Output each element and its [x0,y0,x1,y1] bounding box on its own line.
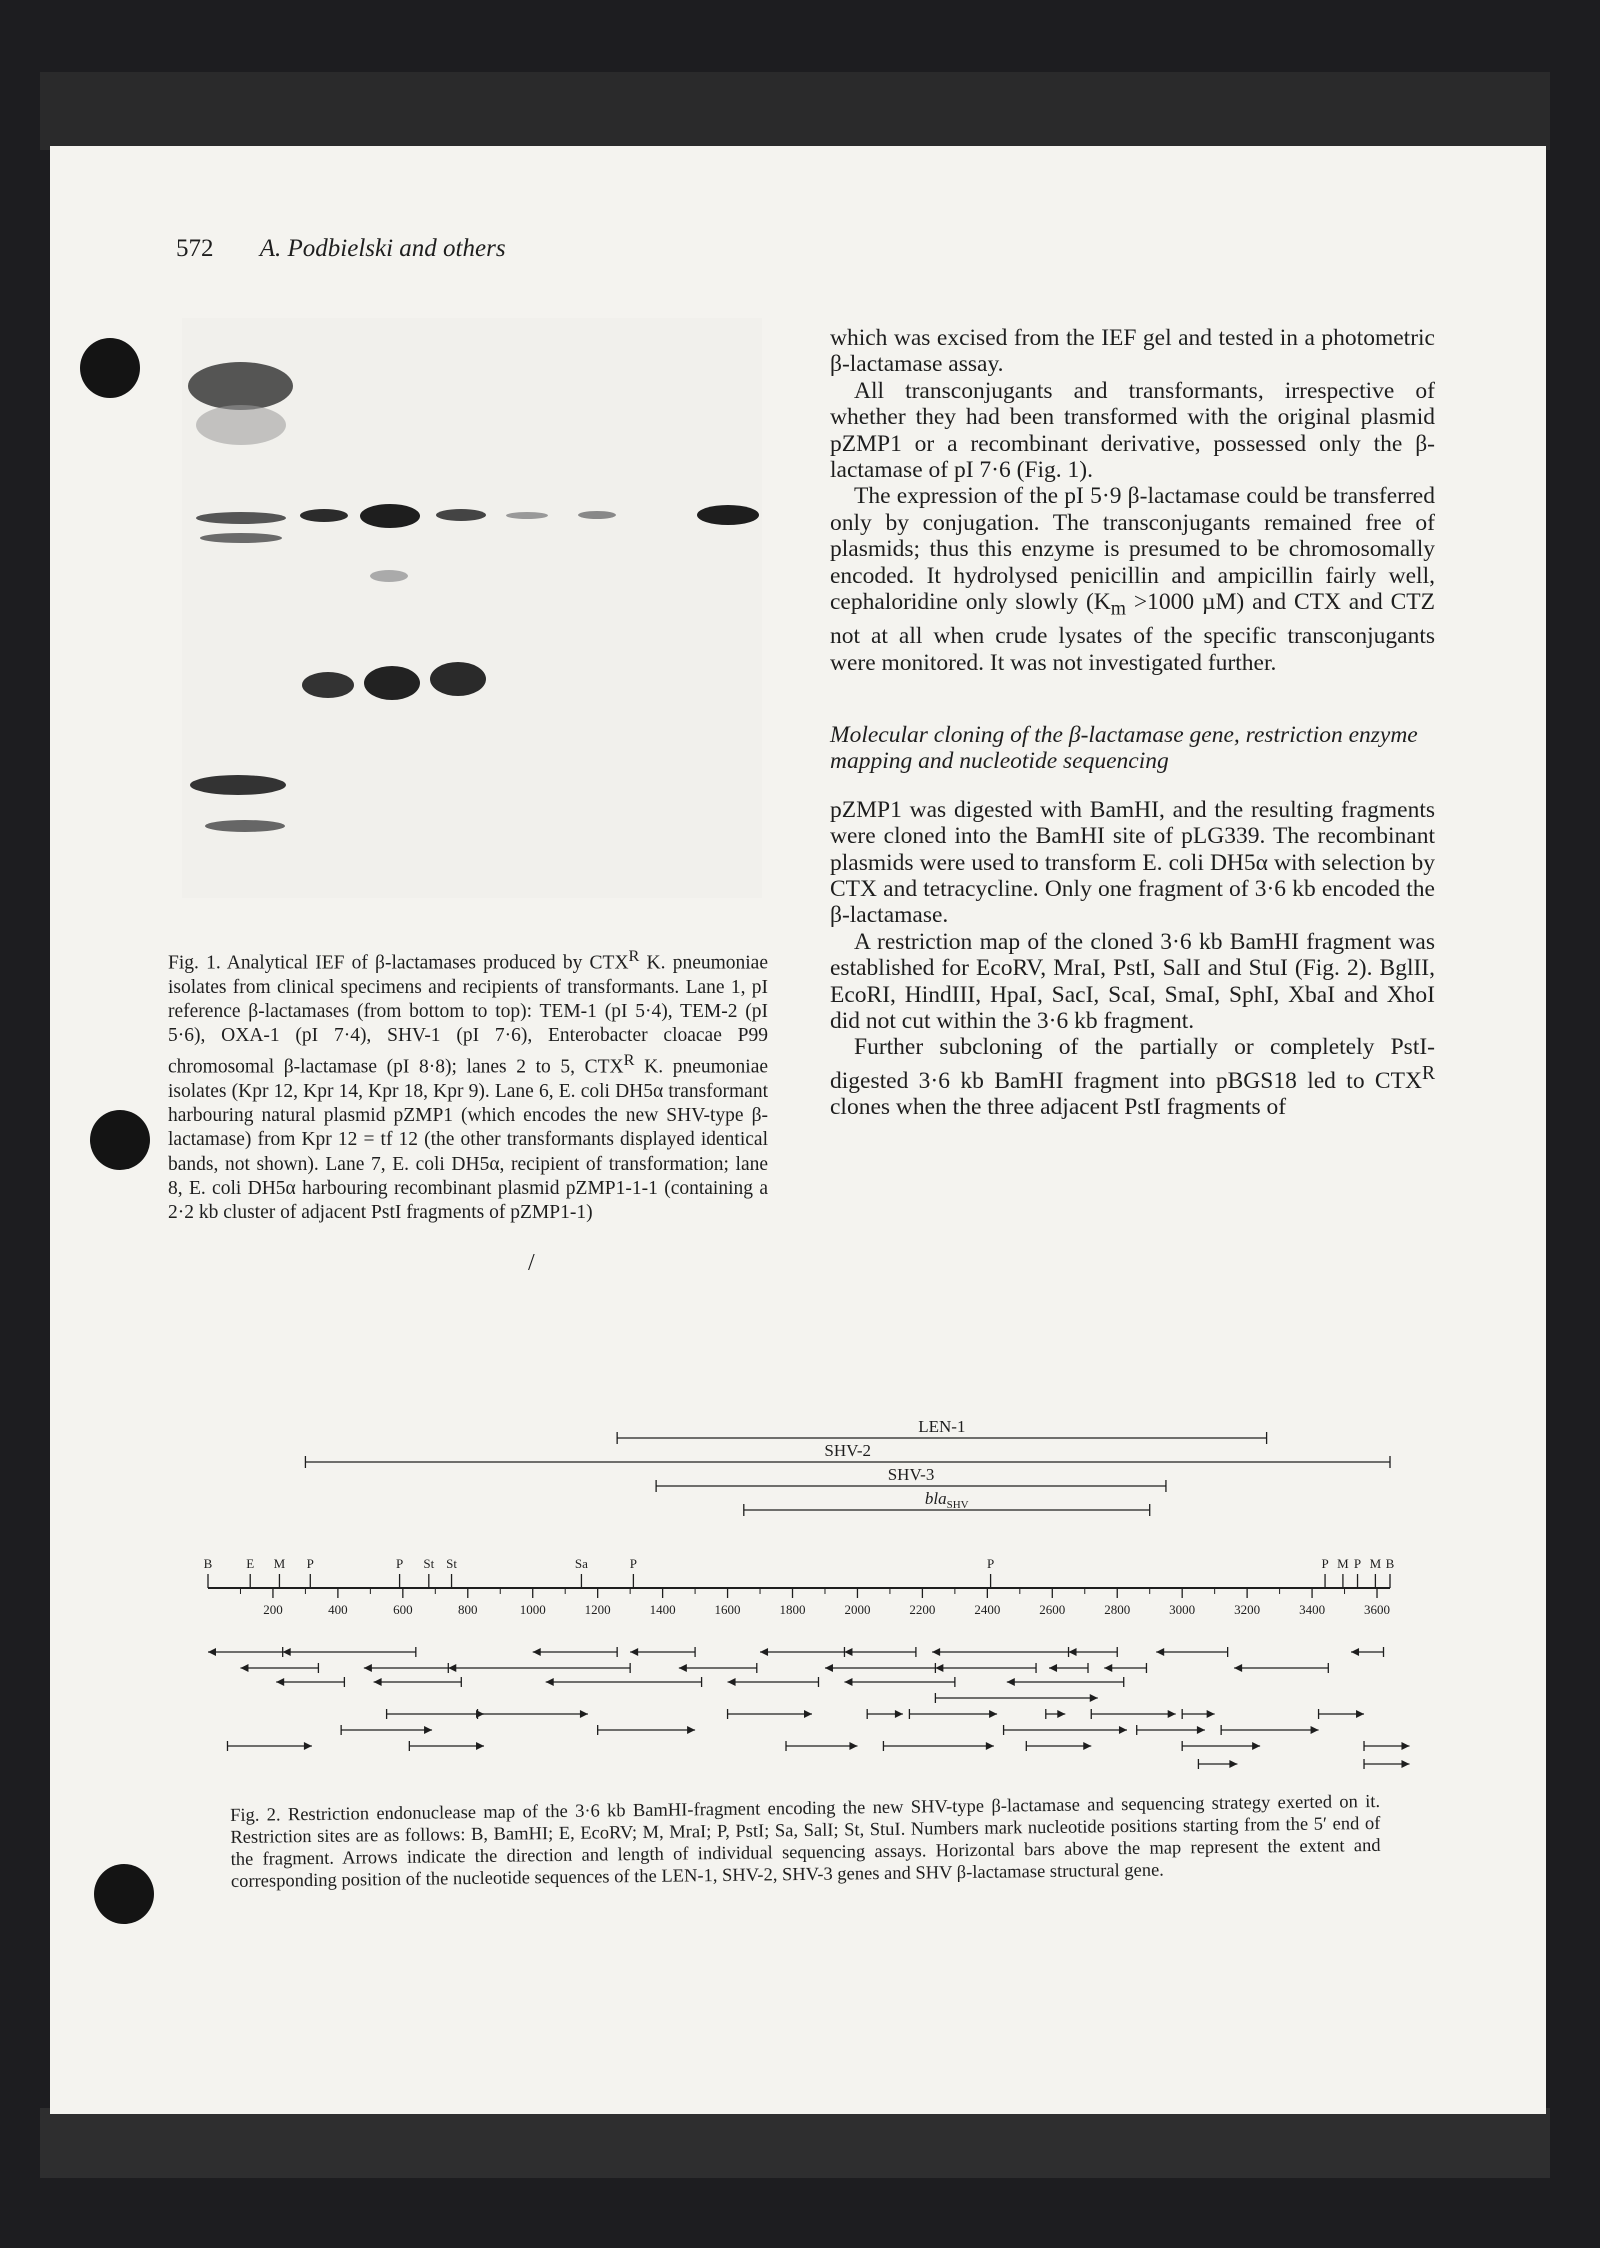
scale-tick-label: 2400 [974,1602,1001,1617]
restriction-sites [204,1556,1395,1588]
binder-hole-3 [94,1864,154,1924]
gel-band [697,505,759,525]
scale-tick-label: 3200 [1234,1602,1261,1617]
page-number: 572 [176,235,214,262]
sequencing-arrow-head [1401,1760,1409,1768]
sequencing-arrow-head [364,1664,372,1672]
sequencing-arrow-head [679,1664,687,1672]
sequencing-arrow-head [935,1664,943,1672]
scale-tick-label: 3600 [1364,1602,1391,1617]
site-label: E [246,1556,255,1571]
sequencing-arrow-head [1090,1694,1098,1702]
sequencing-arrow-head [1234,1664,1242,1672]
site-label: P [1353,1556,1362,1571]
sequencing-arrows [208,1647,1409,1769]
scale-tick-label: 2000 [844,1602,871,1617]
sequencing-arrow-head [1104,1664,1112,1672]
sequencing-arrow-head [1049,1664,1057,1672]
paragraph-text: >1000 µM) and CTX and CTZ not at all when crude lysates of the specific transconjugants were monitored. It was not investigated further. [830,589,1435,676]
scale-tick-label: 1600 [714,1602,741,1617]
gel-band [196,512,286,524]
caption-text: Fig. 2. Restriction endonuclease map of the 3·6 kb BamHI-fragment encoding the new SHV-type β-lactamase and sequencing strategy exerted on it. Restriction sites are as follows: B, BamHI; E, EcoRV; M, MraI; P, PstI; Sa, SalI; St, StuI. Numbers mark nucleotide positions starting from the 5′ end of the fragment. Arrows indicate the direction and length of individual sequencing assays. Horizontal bars above the map represent the extent and corresponding position of the nucleotide sequences of the LEN-1, SHV-2, SHV-3 genes and SHV β-lactamase structural gene. [230,1791,1381,1892]
binder-hole-2 [90,1110,150,1170]
sequencing-arrow-head [1168,1710,1176,1718]
gel-band [200,533,282,543]
sequencing-arrow-head [1119,1726,1127,1734]
sequencing-arrow-head [825,1664,833,1672]
site-label: P [629,1556,638,1571]
sequencing-arrow-head [895,1710,903,1718]
site-label: St [446,1556,457,1571]
scale-tick-label: 1400 [649,1602,676,1617]
section-heading: Molecular cloning of the β-lactamase gene, restriction enzyme mapping and nucleotide sequencing [830,721,1418,775]
sequencing-arrow-head [533,1648,541,1656]
sequencing-arrow-head [1401,1742,1409,1750]
scale-tick-label: 2600 [1039,1602,1066,1617]
scale-tick-label: 1800 [779,1602,806,1617]
scale-tick-label: 200 [263,1602,283,1617]
site-label: M [1337,1556,1349,1571]
sequencing-arrow-head [283,1648,291,1656]
scale-tick-label: 1000 [519,1602,546,1617]
sequencing-arrow-head [1156,1648,1164,1656]
scan-bottom-shadow [40,2108,1550,2178]
body-text-right-column [830,325,1435,1120]
running-head [176,235,506,263]
scale-tick-label: 3400 [1299,1602,1326,1617]
scale-tick-label: 800 [458,1602,478,1617]
paragraph: A restriction map of the cloned 3·6 kb BamHI fragment was established for EcoRV, MraI, PstI, SalI and StuI (Fig. 2). BglII, EcoRI, HindIII, HpaI, SacI, ScaI, SmaI, SphI, XbaI and XhoI did not cut within the 3·6 kb fragment. [830,928,1435,1035]
scale-tick-label: 600 [393,1602,413,1617]
site-label: P [1321,1556,1329,1571]
sequencing-arrow-head [1007,1678,1015,1686]
site-label: P [306,1556,314,1571]
sequencing-arrow-head [986,1742,994,1750]
paragraph [830,1034,1435,1120]
sequencing-arrow-head [240,1664,248,1672]
sequencing-arrow-head [804,1710,812,1718]
sequencing-arrow-head [849,1742,857,1750]
sequencing-arrow-head [1252,1742,1260,1750]
sequencing-arrow-head [1069,1648,1077,1656]
sequencing-arrow-head [630,1648,638,1656]
sequencing-arrow-head [1197,1726,1205,1734]
superscript: R [1421,1062,1435,1084]
sequencing-arrow-head [374,1678,382,1686]
gel-band [430,662,486,696]
site-label: St [423,1556,435,1571]
sequencing-arrow-head [932,1648,940,1656]
running-head-authors: A. Podbielski and others [259,235,506,262]
paragraph-text: The expression of the pI 5·9 β-lactamase could be transferred only by conjugation. The transconjugants remained free of plasmids; thus this enzyme is presumed to be chromosomally encoded. It hydrolysed penicillin and ampicillin fairly well, cephaloridine only slowly (K [830,483,1435,616]
subscript: m [1110,598,1126,620]
scale-tick-label: 400 [328,1602,348,1617]
sequencing-arrow-head [1207,1710,1215,1718]
superscript: R [623,1051,635,1070]
gel-band [205,820,285,832]
sequencing-arrow-head [476,1742,484,1750]
gene-bar-label: SHV-3 [887,1465,935,1484]
caption-text: K. pneumoniae isolates from clinical specimens and recipients of transformants. Lane 1, pI reference β-lactamases (from bottom to top): TEM-1 (pI 5·4), TEM-2 (pI 5·6), OXA-1 (pI 7·4), SHV-1 (pI 7·6), Enterobacter cloacae P99 chromosomal β-lactamase (pI 8·8); lanes 2 to 5, CTX [168,952,768,1078]
sequencing-arrow-head [424,1726,432,1734]
gel-band [436,509,486,521]
site-label: M [1369,1556,1382,1571]
site-label: M [273,1556,286,1571]
scale-axis [208,1588,1390,1617]
site-label: B [1385,1556,1395,1571]
gel-band [302,672,354,698]
gel-band [578,511,616,519]
site-label: P [986,1556,995,1571]
gel-band [188,362,293,410]
caption-text: K. pneumoniae isolates (Kpr 12, Kpr 14, Kpr 18, Kpr 9). Lane 6, E. coli DH5α transformant harbouring natural plasmid pZMP1 (which encodes the new SHV-type β-lactamase) from Kpr 12 = tf 12 (the other transformants displayed identical bands, not shown). Lane 7, E. coli DH5α, recipient of transformation; lane 8, E. coli DH5α harbouring recombinant plasmid pZMP1-1-1 (containing a 2·2 kb cluster of adjacent PstI fragments of pZMP1-1) [168,1056,768,1224]
gene-bar-label-sub: SHV [946,1499,969,1511]
sequencing-arrow-head [1356,1710,1364,1718]
sequencing-arrow-head [760,1648,768,1656]
sequencing-arrow-head [580,1710,588,1718]
gene-bar-label: LEN-1 [918,1417,966,1436]
site-label: P [395,1556,404,1571]
sequencing-arrow-head [208,1648,216,1656]
paragraph: All transconjugants and transformants, irrespective of whether they had been transformed with the original plasmid pZMP1 or a recombinant derivative, possessed only the β-lactamase of pI 7·6 (Fig. 1). [830,377,1435,484]
sequencing-arrow-head [276,1678,284,1686]
sequencing-arrow-head [1311,1726,1319,1734]
binder-hole-1 [80,338,140,398]
paragraph [830,483,1435,676]
gel-band [300,509,348,522]
sequencing-arrow-head [448,1664,456,1672]
superscript: R [628,947,640,965]
scale-tick-label: 2200 [909,1602,936,1617]
sequencing-arrow-head [1351,1648,1359,1656]
paragraph: pZMP1 was digested with BamHI, and the resulting fragments were cloned into the BamHI site of pLG339. The recombinant plasmids were used to transform E. coli DH5α with selection by CTX and tetracycline. Only one fragment of 3·6 kb encoded the β-lactamase. [830,796,1435,929]
sequencing-arrow-head [1083,1742,1091,1750]
restriction-map-figure [190,1400,1410,1800]
paragraph-text: Further subcloning of the partially or completely PstI-digested 3·6 kb BamHI fragment into pBGS18 led to CTX [830,1034,1435,1094]
scale-tick-label: 1200 [584,1602,611,1617]
fig2-caption [230,1791,1381,1893]
gel-band [364,666,420,700]
sequencing-arrow-head [844,1678,852,1686]
sequencing-arrow-head [687,1726,695,1734]
sequencing-arrow-head [1229,1760,1237,1768]
paragraph: which was excised from the IEF gel and tested in a photometric β-lactamase assay. [830,325,1435,378]
sequencing-arrow-head [989,1710,997,1718]
sequencing-arrow-head [1057,1710,1065,1718]
gel-band [196,405,286,445]
stray-mark: / [528,1250,535,1276]
gel-band [506,512,548,519]
gene-bars [305,1417,1390,1516]
paragraph-text: clones when the three adjacent PstI fragments of [830,1094,1287,1121]
site-label: Sa [574,1556,588,1571]
scale-tick-label: 3000 [1169,1602,1196,1617]
caption-text: Fig. 1. Analytical IEF of β-lactamases produced by CTX [168,952,629,974]
gel-band [370,570,408,582]
sequencing-arrow-head [304,1742,312,1750]
site-label: B [203,1556,213,1571]
gel-band [190,775,286,795]
gene-bar-label: SHV-2 [824,1441,872,1460]
sequencing-arrow-head [546,1678,554,1686]
gene-bar-label: bla$_{SHV}$ [924,1489,969,1511]
sequencing-arrow-head [844,1648,852,1656]
sequencing-arrow-head [728,1678,736,1686]
fig1-caption [168,944,768,1225]
gel-band [360,504,420,528]
scan-top-shadow [40,72,1550,150]
scale-tick-label: 2800 [1104,1602,1131,1617]
